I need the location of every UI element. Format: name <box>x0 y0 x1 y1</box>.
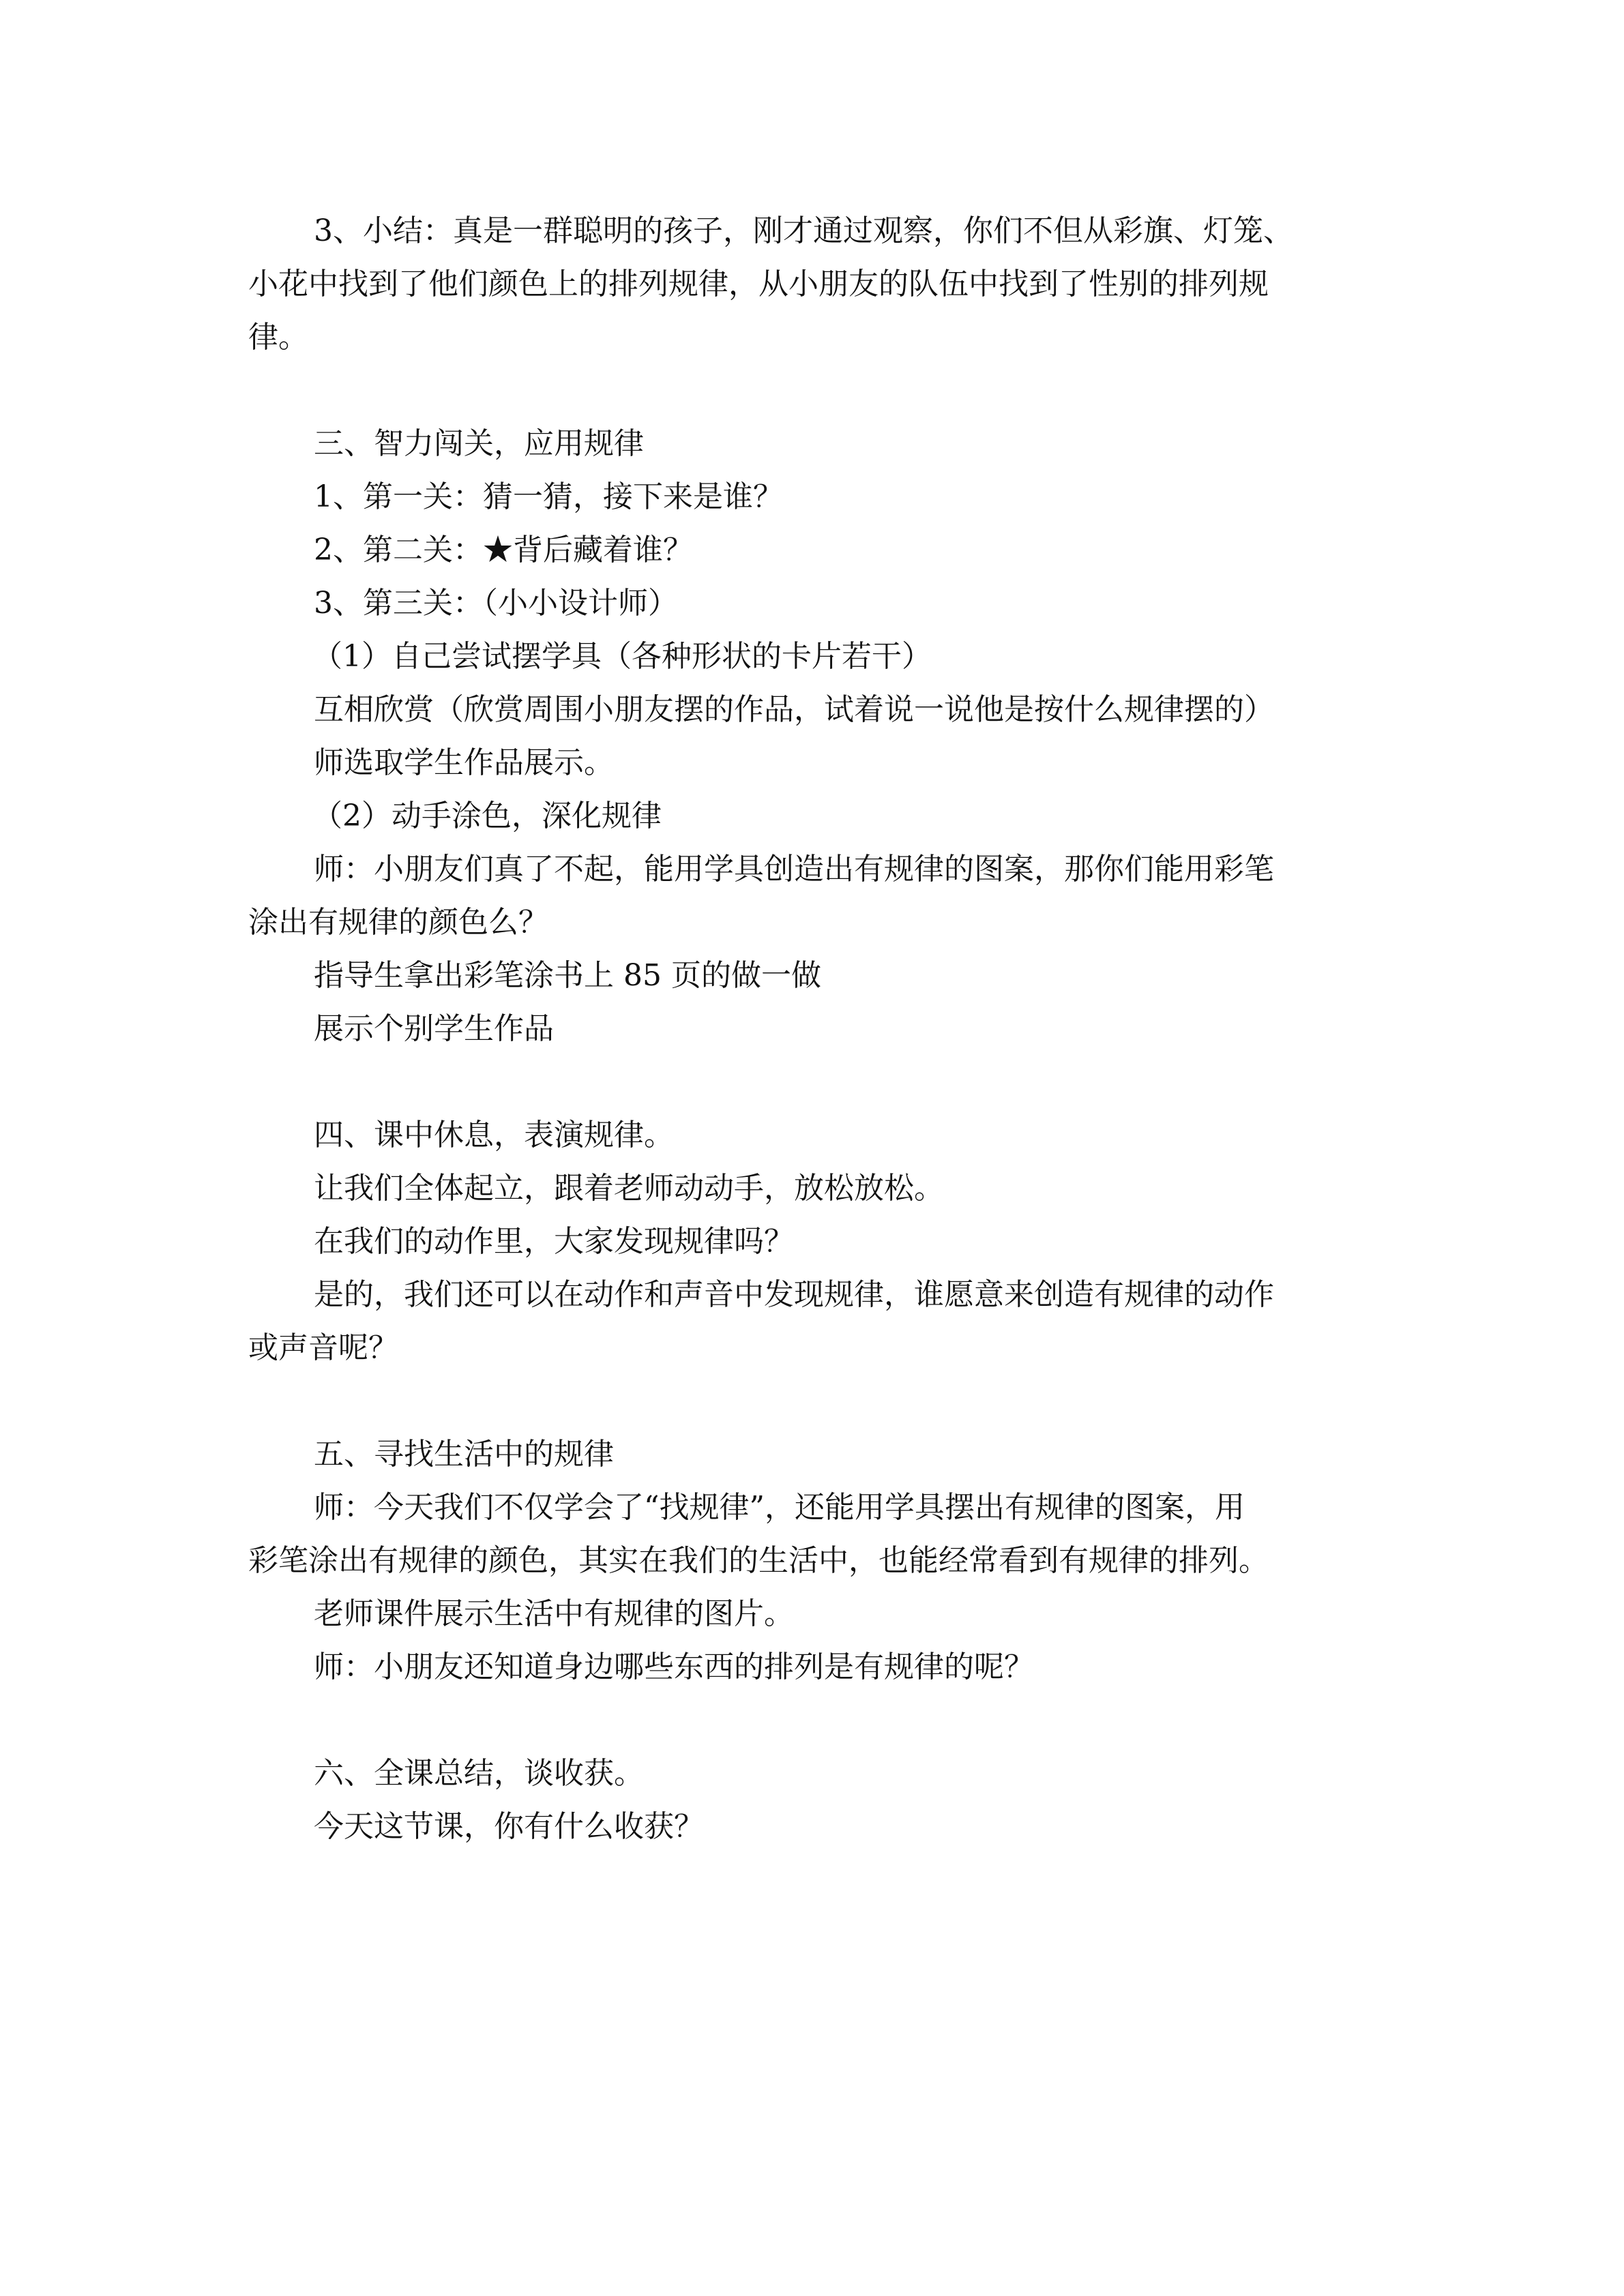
body-line: 老师课件展示生活中有规律的图片。 <box>314 1596 794 1631</box>
body-line: 师：小朋友还知道身边哪些东西的排列是有规律的呢？ <box>314 1650 1034 1684</box>
list-item: 2、第二关：★背后藏着谁？ <box>314 533 693 567</box>
body-line: 涂出有规律的颜色么？ <box>248 905 548 940</box>
body-line: 展示个别学生作品 <box>314 1011 554 1046</box>
section-heading: 四、课中休息，表演规律。 <box>314 1118 674 1152</box>
body-line: 指导生拿出彩笔涂书上 85 页的做一做 <box>314 958 821 993</box>
summary-line-2: 小花中找到了他们颜色上的排列规律，从小朋友的队伍中找到了性别的排列规 <box>248 267 1269 301</box>
summary-line-1: 3、小结：真是一群聪明的孩子，刚才通过观察，你们不但从彩旗、灯笼、 <box>314 213 1293 248</box>
section-heading: 五、寻找生活中的规律 <box>314 1437 614 1472</box>
body-line: 彩笔涂出有规律的颜色，其实在我们的生活中，也能经常看到有规律的排列。 <box>248 1543 1269 1578</box>
paragraph-gap <box>248 1375 1387 1428</box>
body-line: 或声音呢？ <box>248 1330 398 1365</box>
body-line: 在我们的动作里，大家发现规律吗？ <box>314 1224 794 1259</box>
paragraph-gap <box>248 1694 1387 1747</box>
body-line: 互相欣赏（欣赏周围小朋友摆的作品，试着说一说他是按什么规律摆的） <box>314 692 1274 727</box>
body-line: 师：小朋友们真了不起，能用学具创造出有规律的图案，那你们能用彩笔 <box>314 852 1274 886</box>
list-item: 1、第一关：猜一猜，接下来是谁？ <box>314 479 783 514</box>
body-line: 让我们全体起立，跟着老师动动手，放松放松。 <box>314 1171 944 1206</box>
summary-line-3: 律。 <box>248 320 308 355</box>
list-item: （1）自己尝试摆学具（各种形状的卡片若干） <box>312 639 932 674</box>
body-line: 师：今天我们不仅学会了“找规律”，还能用学具摆出有规律的图案，用 <box>314 1490 1245 1525</box>
section-heading: 三、智力闯关，应用规律 <box>314 426 644 461</box>
paragraph-gap <box>248 364 1387 417</box>
paragraph-gap <box>248 1056 1387 1109</box>
body-line: 是的，我们还可以在动作和声音中发现规律，谁愿意来创造有规律的动作 <box>314 1277 1274 1312</box>
list-item: 3、第三关：（小小设计师） <box>314 586 678 621</box>
list-item: （2）动手涂色，深化规律 <box>312 799 662 833</box>
section-heading: 六、全课总结，谈收获。 <box>314 1756 644 1791</box>
body-line: 今天这节课，你有什么收获？ <box>314 1809 704 1844</box>
body-line: 师选取学生作品展示。 <box>314 745 614 780</box>
document-body <box>248 205 1387 1853</box>
